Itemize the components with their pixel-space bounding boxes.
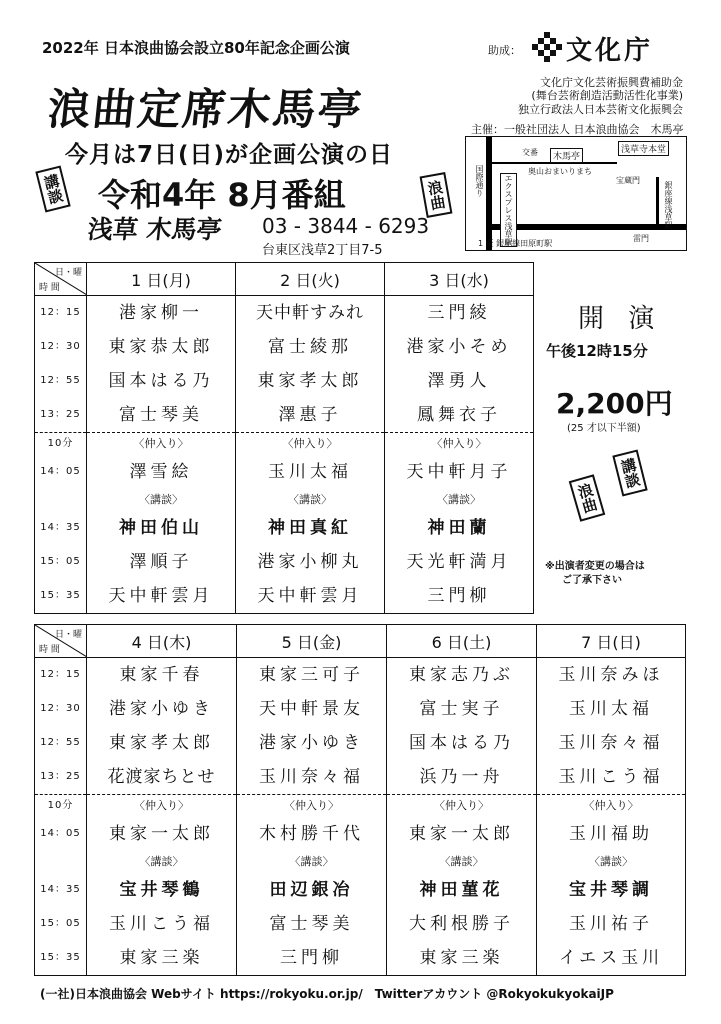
sponsor-line: 独立行政法人日本芸術文化振興会 (518, 103, 683, 116)
time-label: 時 間 (39, 645, 60, 655)
performer: 富士琴美 (119, 405, 203, 425)
performer: 富士実子 (419, 699, 504, 719)
performer: 天中軒月子 (406, 462, 512, 482)
day-header: 2 日(火) (236, 263, 385, 296)
day-header: 6 日(土) (387, 625, 537, 658)
access-map (465, 136, 687, 251)
time-slot: 14：05 (40, 828, 81, 839)
agency-name: 文化庁 (566, 36, 654, 66)
kodan-label: 〈講談〉 (139, 855, 184, 868)
program-title: 令和4年 8月番組 (98, 176, 346, 214)
time-slot: 15：05 (40, 918, 81, 929)
day-label: 日・曜 (54, 268, 82, 278)
time-slot: 12：55 (40, 375, 81, 386)
map-label-okuyama: 奥山おまいりまち (528, 167, 592, 176)
intermission: 〈仲入り〉 (387, 794, 536, 817)
performer: 天中軒景友 (259, 699, 364, 719)
performer: 東家恭太郎 (108, 337, 214, 357)
map-mokubatei-marker: 木馬亭 (550, 148, 583, 163)
day-header: 7 日(日) (537, 625, 686, 658)
performer: 鳳舞衣子 (417, 405, 501, 425)
performer: 玉川奈々福 (558, 733, 664, 753)
time-slot: 14：35 (40, 522, 81, 533)
time-label: 時 間 (39, 283, 60, 293)
intermission-length: 10分 (35, 794, 86, 817)
kodan-performer: 神田伯山 (119, 518, 203, 538)
performer: 富士琴美 (269, 914, 354, 934)
performer: 三門綾 (427, 303, 491, 323)
schedule-table-week2 (34, 624, 686, 976)
kodan-label: 〈講談〉 (288, 493, 332, 506)
page-title: 浪曲定席木馬亭 (45, 85, 366, 135)
time-column (35, 296, 87, 614)
performer: 港家小ゆき (109, 699, 214, 719)
performer: 澤惠子 (278, 405, 342, 425)
performer: 東家三可子 (259, 665, 364, 685)
performer: 玉川奈みほ (558, 665, 664, 685)
performer: 玉川太福 (569, 699, 653, 719)
kodan-performer: 田辺銀冶 (269, 880, 354, 900)
kodan-label: 〈講談〉 (289, 855, 334, 868)
performer: 天中軒すみれ (256, 303, 364, 323)
rokyoku-stamp: 浪曲 (420, 172, 453, 218)
performer: 港家小そめ (406, 337, 512, 357)
curtain-label: 開 演 (578, 304, 663, 334)
time-slot: 13：25 (40, 771, 81, 782)
performer: 国本はる乃 (409, 733, 514, 753)
kodan-label: 〈講談〉 (437, 493, 481, 506)
day-header: 1 日(月) (87, 263, 236, 296)
ticket-price: 2,200円 (556, 387, 673, 420)
performer: 天中軒雲月 (108, 586, 214, 606)
map-station-note: 1 至 銀座線田原町駅 (478, 239, 553, 248)
intermission: 〈仲入り〉 (236, 432, 384, 455)
kodan-label: 〈講談〉 (439, 855, 484, 868)
day-header: 5 日(金) (237, 625, 387, 658)
time-slot: 14：05 (40, 466, 81, 477)
performer-column (237, 658, 387, 976)
performer: 花渡家ちとせ (107, 767, 216, 787)
performer-column (87, 296, 236, 614)
rokyoku-stamp: 浪曲 (569, 474, 606, 522)
performer: 東家一太郎 (109, 824, 214, 844)
kodan-performer: 神田蘭 (427, 518, 491, 538)
performer-column (387, 658, 537, 976)
time-slot: 14：35 (40, 884, 81, 895)
day-label: 日・曜 (54, 630, 82, 640)
performer: 東家千春 (119, 665, 204, 685)
performer: 三門柳 (427, 586, 491, 606)
performer: 天中軒雲月 (257, 586, 363, 606)
intermission: 〈仲入り〉 (537, 794, 685, 817)
kodan-stamp: 講談 (35, 165, 70, 212)
map-label-ginza-station: 銀座線浅草駅 (664, 181, 673, 229)
table-corner (35, 625, 87, 658)
road (486, 137, 492, 250)
performer: 澤雪絵 (129, 462, 193, 482)
performer: 三門柳 (280, 948, 343, 968)
performer: 東家孝太郎 (257, 371, 363, 391)
performer-column (537, 658, 686, 976)
performer: 澤勇人 (427, 371, 491, 391)
performer: 大利根勝子 (409, 914, 514, 934)
venue-name: 浅草 木馬亭 (86, 215, 224, 244)
kodan-label: 〈講談〉 (589, 855, 633, 868)
kodan-label: 〈講談〉 (139, 493, 183, 506)
time-slot: 12：15 (40, 307, 81, 318)
performer-column (236, 296, 385, 614)
map-sensoji: 浅草寺本堂 (618, 141, 669, 156)
performer: 港家柳一 (119, 303, 203, 323)
sponsor-line: 文化庁文化芸術振興費補助金 (540, 76, 683, 89)
kodan-performer: 宝井琴調 (569, 880, 653, 900)
intermission: 〈仲入り〉 (87, 432, 235, 455)
time-slot: 13：25 (40, 409, 81, 420)
subtitle: 今月は7日(日)が企画公演の日 (65, 142, 394, 168)
kodan-stamp: 講談 (612, 449, 647, 496)
performer: 港家小ゆき (259, 733, 364, 753)
organizer: 主催：一般社団法人 日本浪曲協会 木馬亭 (471, 123, 684, 136)
performer: 東家志乃ぶ (409, 665, 514, 685)
kodan-performer: 神田真紅 (268, 518, 352, 538)
performer: 玉川こう福 (109, 914, 214, 934)
support-label: 助成： (488, 44, 521, 57)
phone-number: 03 - 3844 - 6293 (262, 214, 430, 238)
map-label-kokusai: 国際通り (475, 165, 484, 197)
time-spacer (35, 489, 86, 511)
performer: 玉川祐子 (569, 914, 653, 934)
table-corner (35, 263, 87, 296)
cast-change-notice: ※出演者変更の場合は (545, 561, 645, 572)
time-slot: 12：15 (40, 669, 81, 680)
time-slot: 15：05 (40, 556, 81, 567)
performer: 富士綾那 (268, 337, 352, 357)
performer: 国本はる乃 (108, 371, 214, 391)
start-time: 午後12時15分 (546, 342, 648, 360)
time-slot: 15：35 (40, 952, 81, 963)
performer: 木村勝千代 (259, 824, 364, 844)
intermission: 〈仲入り〉 (385, 432, 533, 455)
time-spacer (35, 851, 86, 873)
time-slot: 12：55 (40, 737, 81, 748)
time-slot: 15：35 (40, 590, 81, 601)
performer: 玉川こう福 (558, 767, 664, 787)
map-label-koban: 交番 (522, 148, 538, 157)
anniversary-line: 2022年 日本浪曲協会設立80年記念企画公演 (42, 39, 350, 57)
performer: 東家孝太郎 (109, 733, 214, 753)
performer: 天光軒満月 (406, 552, 512, 572)
performer-column (87, 658, 237, 976)
performer: 玉川太福 (268, 462, 352, 482)
time-slot: 12：30 (40, 341, 81, 352)
time-slot: 12：30 (40, 703, 81, 714)
performer: 浜乃一舟 (419, 767, 504, 787)
bunkacho-logo-icon (532, 32, 562, 62)
performer: 玉川奈々福 (259, 767, 364, 787)
performer-column (385, 296, 534, 614)
day-header: 4 日(木) (87, 625, 237, 658)
performer: 玉川福助 (569, 824, 653, 844)
performer: 東家三楽 (419, 948, 504, 968)
performer: 東家三楽 (119, 948, 204, 968)
performer: 澤順子 (129, 552, 193, 572)
kodan-performer: 宝井琴鶴 (119, 880, 204, 900)
time-column (35, 658, 87, 976)
kodan-performer: 神田菫花 (419, 880, 504, 900)
map-label-hozomon: 宝蔵門 (616, 176, 640, 185)
footer-links: (一社)日本浪曲協会 Webサイト https://rokyoku.or.jp/ Twitterアカウント @RokyokukyokaiJP (40, 987, 614, 1001)
schedule-table-week1 (34, 262, 534, 614)
address: 台東区浅草2丁目7-5 (262, 243, 383, 258)
performer: 港家小柳丸 (257, 552, 363, 572)
sponsor-line: (舞台芸術創造活動活性化事業) (531, 89, 683, 102)
performer: 東家一太郎 (409, 824, 514, 844)
performer: イエス玉川 (558, 948, 664, 968)
intermission: 〈仲入り〉 (87, 794, 236, 817)
intermission: 〈仲入り〉 (237, 794, 386, 817)
price-note: (25 才以下半額) (567, 423, 641, 434)
day-header: 3 日(水) (385, 263, 534, 296)
road (656, 177, 659, 225)
cast-change-notice: ご了承下さい (562, 575, 622, 586)
intermission-length: 10分 (35, 432, 86, 455)
map-label-kaminarimon: 雷門 (633, 234, 649, 243)
map-express-station: エクスプレス浅草駅 (500, 173, 517, 247)
